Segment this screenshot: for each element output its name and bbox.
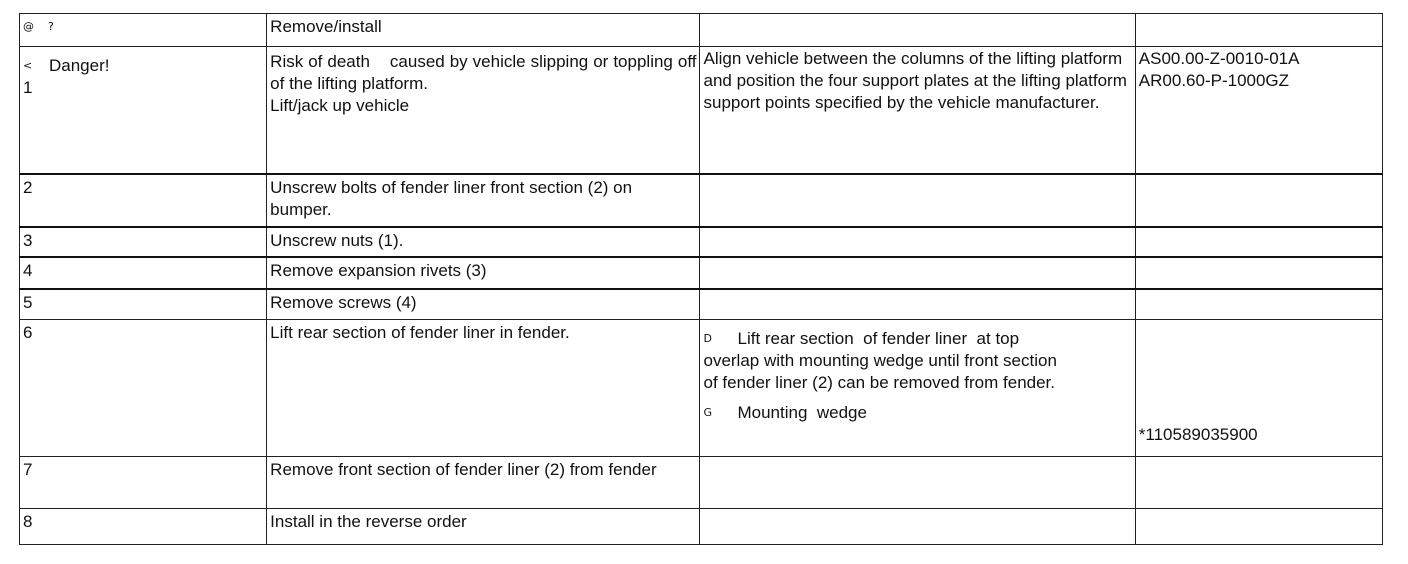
step-4-reference-cell [1135, 257, 1382, 289]
step-8-note-cell [700, 509, 1135, 545]
header-empty-cell [700, 14, 1135, 47]
step-6-reference-link[interactable]: *110589035900 [1138, 425, 1258, 444]
step-6-number-cell [20, 320, 267, 457]
step-2-action: Unscrew bolts of fender liner front section (2) on bumper. [270, 177, 633, 219]
step-3-reference-cell [1135, 227, 1382, 257]
step-6-number: 6 [23, 323, 33, 342]
step-6-tool-text: Mounting wedge [737, 403, 867, 422]
step-7-row [20, 457, 1383, 509]
header-title: Remove/install [270, 17, 382, 36]
header-row [20, 14, 1383, 47]
step-1-action: Lift/jack up vehicle [270, 96, 410, 115]
step-8-reference-cell [1135, 509, 1382, 545]
step-5-number-cell [20, 289, 267, 320]
step-8-row [20, 509, 1383, 545]
step-4-number: 4 [23, 260, 33, 280]
step-3-note-cell [700, 227, 1135, 257]
step-7-action: Remove front section of fender liner (2) from fender [270, 460, 657, 479]
step-5-action: Remove screws (4) [270, 292, 417, 312]
step-1-reference-link[interactable]: AR00.60-P-1000GZ [1138, 71, 1290, 90]
danger-step1-label-cell [20, 47, 267, 174]
step-7-number: 7 [23, 460, 33, 479]
step-3-number-cell [20, 227, 267, 257]
step-6-row [20, 320, 1383, 457]
step-6-note-text: Lift rear section of fender liner at top overlap with mounting wedge until front section of fender liner (2) can be removed from fender. [703, 329, 1062, 392]
header-title-cell [267, 14, 700, 47]
danger-warning-icon: < [23, 59, 33, 72]
step-6-note-cell [700, 320, 1135, 457]
step-6-tool [703, 402, 1131, 424]
step-6-note [703, 328, 1073, 394]
header-symbols: @ ? [23, 20, 54, 33]
step-1-number: 1 [23, 78, 33, 97]
step-6-reference-cell [1135, 320, 1382, 457]
step-3-action-cell [267, 227, 700, 257]
step-8-number-cell [20, 509, 267, 545]
danger-instruction: Align vehicle between the columns of the lifting platform and position the four support plates at the lifting platform support points specified by the vehicle manufacturer. [703, 49, 1127, 112]
step-3-number: 3 [23, 230, 33, 250]
note-icon: D [703, 332, 712, 345]
step-3-row [20, 227, 1383, 257]
danger-reference-link[interactable]: AS00.00-Z-0010-01A [1138, 49, 1300, 68]
step-5-number: 5 [23, 292, 33, 312]
procedure-table [19, 13, 1383, 545]
danger-label: Danger! [49, 56, 110, 75]
step-7-action-cell [267, 457, 700, 509]
step-7-reference-cell [1135, 457, 1382, 509]
step-7-number-cell [20, 457, 267, 509]
step-2-action-cell [267, 174, 700, 227]
header-empty-cell-2 [1135, 14, 1382, 47]
danger-step1-action-cell [267, 47, 700, 174]
danger-instruction-cell [700, 47, 1135, 174]
step-6-action-cell [267, 320, 700, 457]
step-5-action-cell [267, 289, 700, 320]
step-4-row [20, 257, 1383, 289]
step-5-note-cell [700, 289, 1135, 320]
step-4-number-cell [20, 257, 267, 289]
step-2-number-cell [20, 174, 267, 227]
step-8-number: 8 [23, 512, 33, 531]
step-7-note-cell [700, 457, 1135, 509]
step-2-row [20, 174, 1383, 227]
step-2-note-cell [700, 174, 1135, 227]
step-6-action: Lift rear section of fender liner in fender. [270, 323, 570, 342]
step-4-note-cell [700, 257, 1135, 289]
step-5-row [20, 289, 1383, 320]
step-3-action: Unscrew nuts (1). [270, 230, 404, 250]
tool-icon: G [703, 406, 713, 419]
step-2-number: 2 [23, 177, 33, 197]
step-4-action-cell [267, 257, 700, 289]
danger-step1-reference-cell [1135, 47, 1382, 174]
step-2-reference-cell [1135, 174, 1382, 227]
danger-text: Risk of death caused by vehicle slipping or toppling off of the lifting platform. [270, 52, 702, 93]
step-4-action: Remove expansion rivets (3) [270, 260, 487, 280]
danger-step1-row [20, 47, 1383, 174]
step-5-reference-cell [1135, 289, 1382, 320]
step-8-action-cell [267, 509, 700, 545]
step-8-action: Install in the reverse order [270, 512, 467, 531]
header-symbols-cell [20, 14, 267, 47]
